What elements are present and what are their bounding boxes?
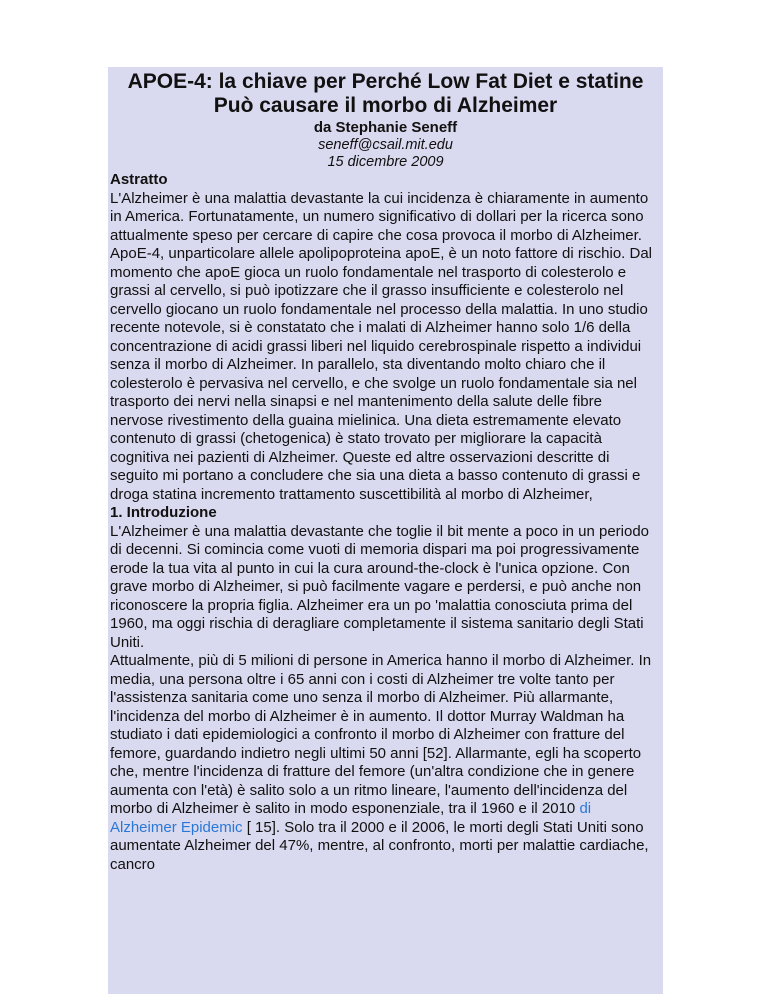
paragraph-text-end: [ 15]. Solo tra il 2000 e il 2006, le morti degli Stati Uniti sono aumentate Alzheimer del 47%, mentre, al confronto, morti per malattie cardiache, cancro bbox=[110, 818, 649, 873]
author-byline: da Stephanie Seneff bbox=[313, 119, 458, 136]
paragraph-text-start: Attualmente, più di 5 milioni di persone in America hanno il morbo di Alzheimer. In media, una persona oltre i 65 anni con i costi di Alzheimer tre volte tanto per l'assistenza sanitaria come uno senza il morbo di Alzheimer. Più allarmante, l'incidenza del morbo di Alzheimer è in aumento. Il dottor Murray Waldman ha studiato i dati epidemiologici a confronto il morbo di Alzheimer con fratture del femore, guardando indietro negli ultimi 50 anni [52]. Allarmante, egli ha scoperto che, mentre l'incidenza di fratture del femore (un'altra condizione che in genere aumenta con l'età) è salito solo a un ritmo lineare, l'aumento dell'incidenza del morbo di Alzheimer è salito in modo esponenziale, tra il 1960 e il 2010 bbox=[110, 652, 652, 817]
publication-date: 15 dicembre 2009 bbox=[327, 154, 444, 170]
article-title bbox=[108, 70, 663, 118]
intro-paragraph-1: L'Alzheimer è una malattia devastante che toglie il bit mente a poco in un periodo di decenni. Si comincia come vuoti di memoria dispari ma poi progressivamente erode la tua vita al punto in cui la cura around-the-clock è l'unica opzione. Con grave morbo di Alzheimer, si può facilmente vagare e perdersi, e può anche non riconoscere la propria figlia. Alzheimer era un po 'malattia conosciuta prima del 1960, ma oggi rischia di deragliare completamente il sistema sanitario degli Stati Uniti. bbox=[110, 522, 650, 651]
author-email: seneff@csail.mit.edu bbox=[318, 137, 453, 153]
abstract-heading: Astratto bbox=[110, 171, 168, 188]
abstract-text: L'Alzheimer è una malattia devastante la cui incidenza è chiaramente in aumento in America. Fortunatamente, un numero significativo di dollari per la ricerca sono attualmente speso per cercare di capire che cosa provoca il morbo di Alzheimer. ApoE-4, unparticolare allele apolipoproteina apoE, è un noto fattore di rischio. Dal momento che apoE gioca un ruolo fondamentale nel trasporto di colesterolo e grassi al cervello, si può ipotizzare che il grasso insufficiente e colesterolo nel cervello giocano un ruolo fondamentale nel processo della malattia. In uno studio recente notevole, si è constatato che i malati di Alzheimer hanno solo 1/6 della concentrazione di acidi grassi liberi nel liquido cerebrospinale rispetto a individui senza il morbo di Alzheimer. In parallelo, sta diventando molto chiaro che il colesterolo è pervasiva nel cervello, e che svolge un ruolo fondamentale sia nel trasporto dei nervi nella sinapsi e nel mantenimento della salute delle fibre nervose rivestimento della guaina mielinica. Una dieta estremamente elevato contenuto di grassi (chetogenica) è stato trovato per migliorare la capacità cognitiva nei pazienti di Alzheimer. Queste ed altre osservazioni descritte di seguito mi portano a concludere che sia una dieta a basso contenuto di grassi e droga statina incremento trattamento suscettibilità al morbo di Alzheimer, bbox=[110, 189, 653, 503]
intro-paragraph-2 bbox=[108, 652, 663, 874]
title-line-1: APOE-4: la chiave per Perché Low Fat Diet e statine bbox=[127, 70, 644, 93]
intro-heading: 1. Introduzione bbox=[110, 504, 217, 521]
article-panel bbox=[108, 67, 663, 994]
title-line-2: Può causare il morbo di Alzheimer bbox=[213, 94, 558, 117]
alzheimer-epidemic-link[interactable]: di Alzheimer Epidemic bbox=[110, 800, 592, 836]
